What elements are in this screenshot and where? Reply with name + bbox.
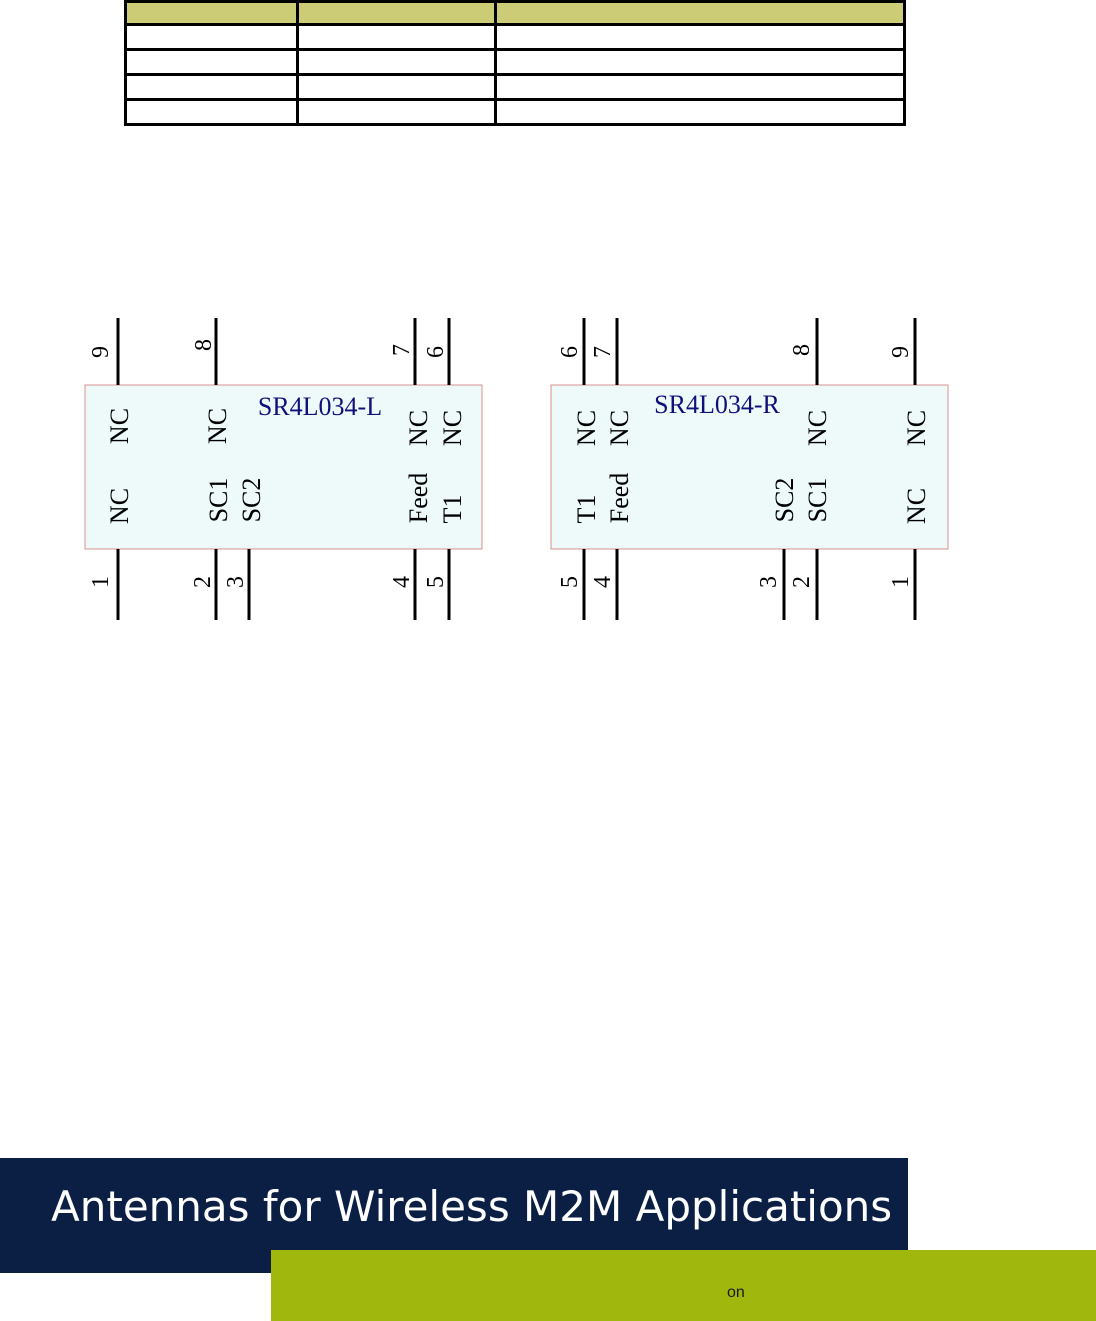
footer-title: Antennas for Wireless M2M Applications <box>51 1182 893 1231</box>
pin-label: NC <box>105 487 134 525</box>
table-header-cell <box>298 2 496 25</box>
pin-label: SC1 <box>803 477 832 523</box>
table-header-cell <box>496 2 905 25</box>
table-header-cell <box>126 2 298 25</box>
table-cell <box>298 75 496 100</box>
pin-number: 1 <box>888 576 914 588</box>
pin-label: SC2 <box>770 477 799 523</box>
pin-table <box>124 0 906 126</box>
pin-label: Feed <box>605 472 634 524</box>
table-cell <box>496 100 905 125</box>
table-header-row <box>126 2 905 25</box>
table-row <box>126 50 905 75</box>
pin-number: 9 <box>888 346 914 358</box>
table-cell <box>496 25 905 50</box>
pin-number: 1 <box>88 576 114 588</box>
pin-label: NC <box>105 407 134 445</box>
pin-label: NC <box>902 409 931 447</box>
table-cell <box>298 100 496 125</box>
pin-label: NC <box>572 409 601 447</box>
pin-label: NC <box>203 407 232 445</box>
pin-label: T1 <box>572 494 601 524</box>
table-cell <box>126 25 298 50</box>
pin-number: 6 <box>423 346 449 358</box>
table-cell <box>298 50 496 75</box>
pin-label: Feed <box>404 472 433 524</box>
pin-number: 8 <box>789 344 815 356</box>
pin-number: 6 <box>557 346 583 358</box>
pin-number: 9 <box>88 346 114 358</box>
pin-number: 2 <box>190 576 216 588</box>
pin-label: SC1 <box>204 477 233 523</box>
pin-number: 7 <box>590 346 616 358</box>
left-component <box>85 318 482 620</box>
pin-label: NC <box>902 487 931 525</box>
antenna-footprint-diagram <box>0 300 1096 640</box>
pin-number: 2 <box>789 576 815 588</box>
table-cell <box>496 75 905 100</box>
pin-label: T1 <box>438 494 467 524</box>
footer-tagline: on <box>727 1284 745 1301</box>
pin-number: 3 <box>756 576 782 588</box>
left-part-number: SR4L034-L <box>257 392 383 421</box>
pin-label: NC <box>605 409 634 447</box>
table-cell <box>496 50 905 75</box>
table-row <box>126 25 905 50</box>
pin-number: 4 <box>389 576 415 588</box>
table-cell <box>298 25 496 50</box>
pin-number: 5 <box>557 576 583 588</box>
right-part-number: SR4L034-R <box>654 390 780 419</box>
table-cell <box>126 100 298 125</box>
pin-number: 4 <box>590 576 616 588</box>
pin-label: NC <box>803 409 832 447</box>
pin-label: SC2 <box>237 477 266 523</box>
pin-number: 3 <box>223 576 249 588</box>
table-row <box>126 100 905 125</box>
table-cell <box>126 50 298 75</box>
pin-label: NC <box>438 409 467 447</box>
table-cell <box>126 75 298 100</box>
pin-number: 8 <box>191 339 217 351</box>
pin-number: 7 <box>389 344 415 356</box>
footer-accent-band <box>271 1250 1096 1321</box>
pin-number: 5 <box>423 576 449 588</box>
pin-label: NC <box>404 409 433 447</box>
right-component <box>551 318 948 620</box>
table-row <box>126 75 905 100</box>
